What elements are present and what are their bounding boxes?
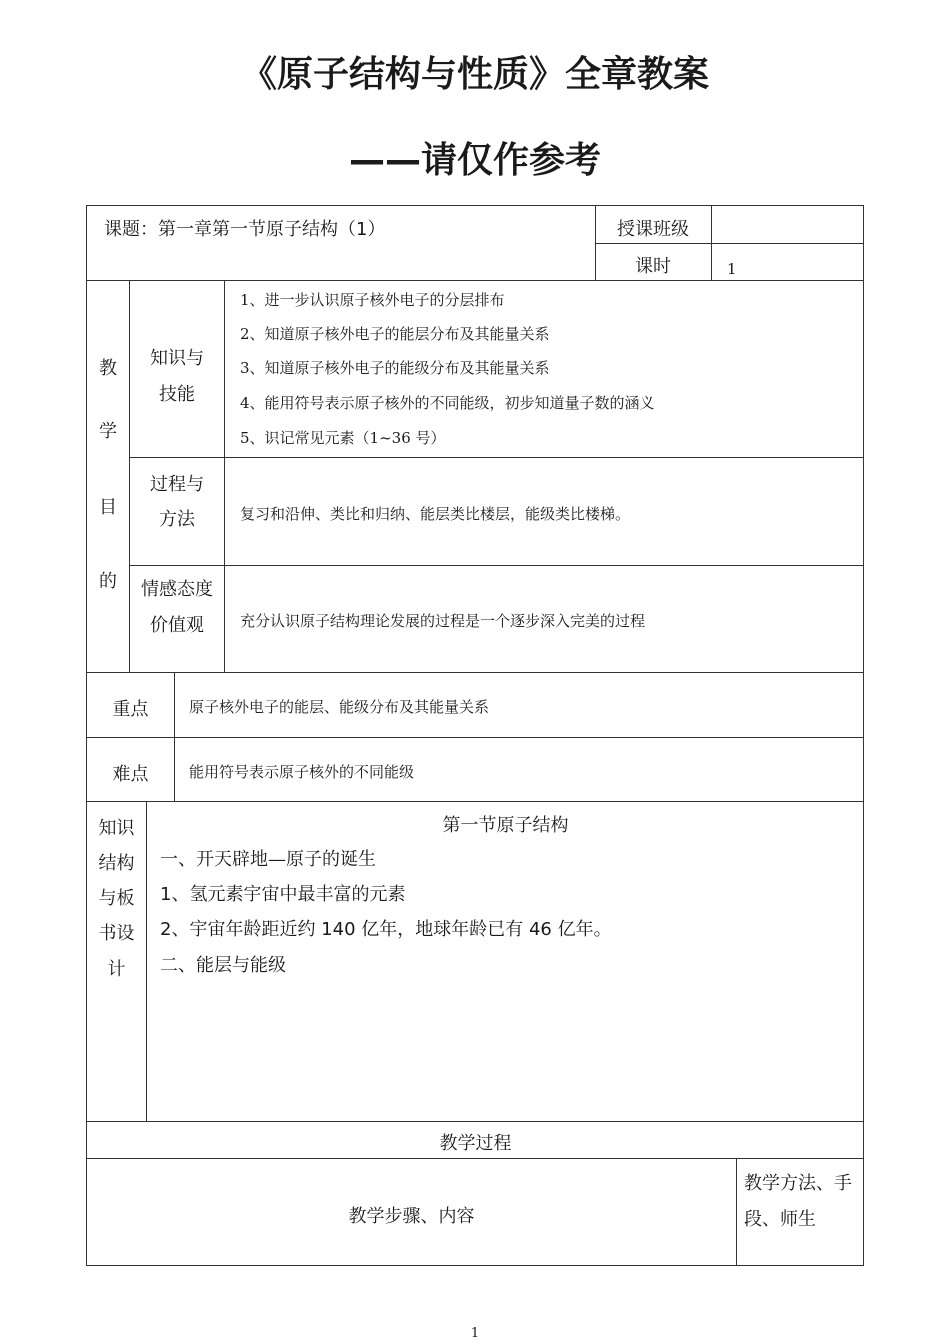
knowledge-label-2: 技能 xyxy=(159,384,195,405)
difficulty-text: 能用符号表示原子核外的不同能级 xyxy=(189,763,415,781)
hours-value: 1 xyxy=(727,260,737,278)
objectives-label-char: 学 xyxy=(99,421,117,442)
document-subtitle: ——请仅作参考 xyxy=(348,140,601,181)
board-line: 二、能层与能级 xyxy=(160,955,286,976)
page-number: 1 xyxy=(470,1326,480,1341)
board-line: 1、氢元素宇宙中最丰富的元素 xyxy=(160,884,406,905)
objectives-label-char: 的 xyxy=(99,571,117,592)
knowledge-item: 5、识记常见元素（1~36 号） xyxy=(240,429,446,447)
board-label-line: 与板 xyxy=(98,888,135,909)
knowledge-item: 3、知道原子核外电子的能级分布及其能量关系 xyxy=(240,359,550,377)
methods-label: 教学方法、手 xyxy=(744,1173,852,1194)
board-label-line: 知识 xyxy=(98,818,135,839)
process-text: 复习和沿伸、类比和归纳、能层类比楼层，能级类比楼梯。 xyxy=(240,505,631,523)
knowledge-item: 2、知道原子核外电子的能层分布及其能量关系 xyxy=(240,325,550,343)
objectives-label-char: 教 xyxy=(99,358,117,379)
process-heading: 教学过程 xyxy=(439,1133,512,1154)
emotion-text: 充分认识原子结构理论发展的过程是一个逐步深入完美的过程 xyxy=(240,612,646,630)
board-label-line: 计 xyxy=(107,959,126,980)
board-label-line: 书设 xyxy=(98,923,135,944)
difficulty-label: 难点 xyxy=(112,764,149,785)
board-line: 2、宇宙年龄距近约 140 亿年，地球年龄已有 46 亿年。 xyxy=(160,919,612,940)
topic-field: 课题：第一章第一节原子结构（1） xyxy=(104,219,386,240)
knowledge-item: 1、进一步认识原子核外电子的分层排布 xyxy=(240,291,505,309)
methods-label-2: 段、师生 xyxy=(744,1209,816,1230)
emotion-label-2: 价值观 xyxy=(150,615,204,636)
board-label-line: 结构 xyxy=(98,853,135,874)
process-label-2: 方法 xyxy=(159,509,195,530)
process-label: 过程与 xyxy=(150,474,204,495)
emotion-label: 情感态度 xyxy=(141,579,213,600)
key-point-text: 原子核外电子的能层、能级分布及其能量关系 xyxy=(189,698,490,716)
hours-label: 课时 xyxy=(635,256,671,277)
knowledge-item: 4、能用符号表示原子核外的不同能级，初步知道量子数的涵义 xyxy=(240,394,655,412)
board-heading: 第一节原子结构 xyxy=(442,815,569,836)
key-point-label: 重点 xyxy=(112,699,149,720)
class-label: 授课班级 xyxy=(617,219,689,240)
board-line: 一、开天辟地—原子的诞生 xyxy=(160,849,376,870)
document-title: 《原子结构与性质》全章教案 xyxy=(240,54,709,95)
knowledge-label: 知识与 xyxy=(150,348,204,369)
objectives-label-char: 目 xyxy=(99,497,117,518)
steps-label: 教学步骤、内容 xyxy=(348,1206,475,1227)
